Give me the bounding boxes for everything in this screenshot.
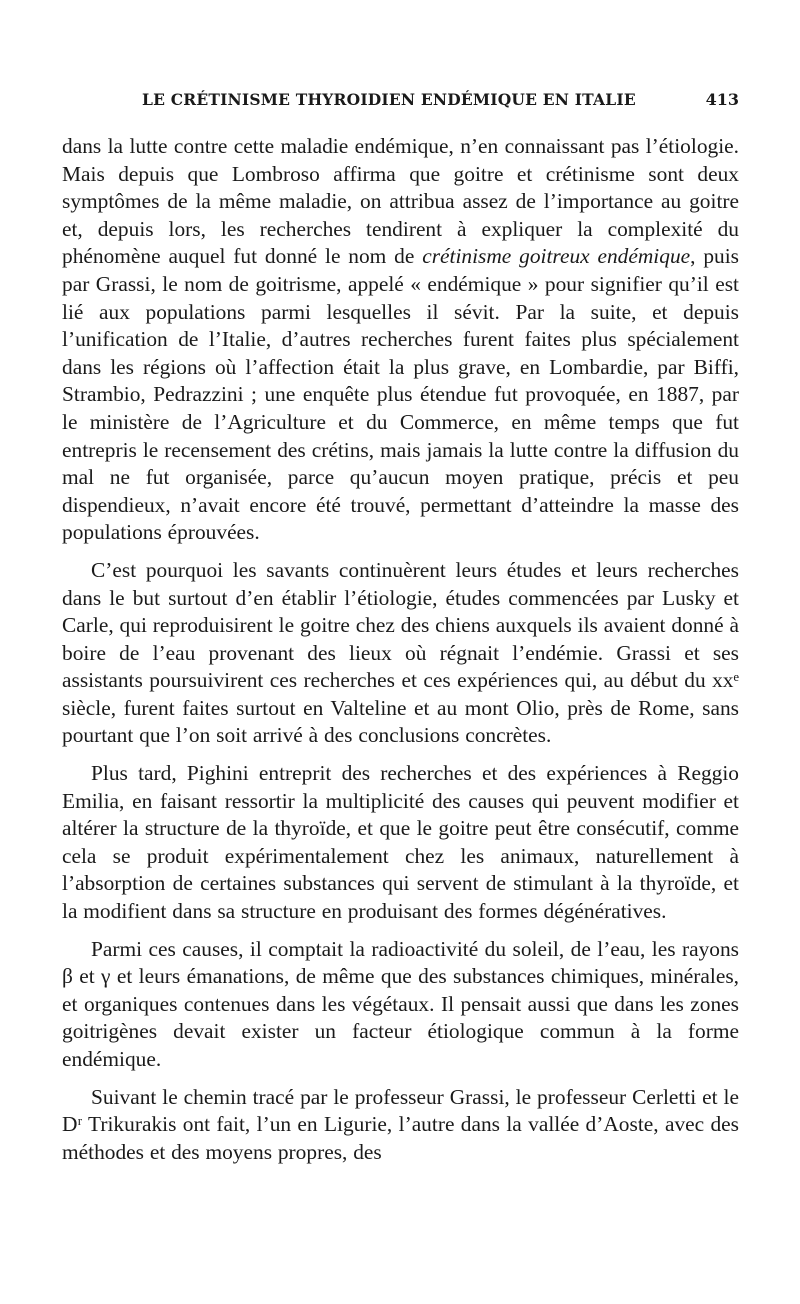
body-text <box>62 133 739 1167</box>
paragraph-1-text-start: dans la lutte contre cette maladie endémique, n’en connaissant pas l’étiologie. Mais depuis que Lombroso affirma que goitre et crétinisme sont deux symptômes de la même maladie, on attribua assez de l’importance au goitre et, depuis lors, les recherches tendirent à expliquer la complexité du phénomène auquel fut donné le nom de <box>62 134 739 269</box>
paragraph-5: Suivant le chemin tracé par le professeur Grassi, le professeur Cerletti et le Dʳ Trikurakis ont fait, l’un en Ligurie, l’autre dans la vallée d’Aoste, avec des méthodes et des moyens propres, des <box>62 1084 739 1164</box>
running-title: LE CRÉTINISME THYROIDIEN ENDÉMIQUE EN ITALIE <box>142 90 636 109</box>
paragraph-1 <box>62 133 739 547</box>
paragraph-4: Parmi ces causes, il comptait la radioactivité du soleil, de l’eau, les rayons β et γ et leurs émanations, de même que des substances chimiques, minérales, et organiques contenues dans les végétaux. Il pensait aussi que dans les zones goitrigènes devait exister un facteur étiologique commun à la forme endémique. <box>62 936 739 1071</box>
page-header <box>142 86 742 116</box>
emphasized-term: crétinisme goitreux endémique <box>422 244 691 269</box>
paragraph-2: C’est pourquoi les savants continuèrent leurs études et leurs recherches dans le but surtout d’en établir l’étiologie, études commencées par Lusky et Carle, qui reproduisirent le goitre chez des chiens auxquels ils avaient donné à boire de l’eau provenant des lieux où régnait l’endémie. Grassi et ses assistants poursuivirent ces recherches et ces expériences qui, au début du xxᵉ siècle, furent faites surtout en Valteline et au mont Olio, près de Rome, sans pourtant que l’on soit arrivé à des conclusions concrètes. <box>62 557 739 748</box>
paragraph-3: Plus tard, Pighini entreprit des recherches et des expériences à Reggio Emilia, en faisant ressortir la multiplicité des causes qui peuvent modifier et altérer la structure de la thyroïde, et que le goitre peut être consécutif, comme cela se produit expérimentalement chez les animaux, naturellement à l’absorption de certaines substances qui servent de stimulant à la thyroïde, et la modifient dans sa structure en produisant des formes dégénératives. <box>62 761 739 924</box>
page-number: 413 <box>705 90 739 109</box>
paragraph-1-text-end: , puis par Grassi, le nom de goitrisme, appelé « endémique » pour signifier qu’il est lié aux populations parmi lesquelles il sévit. Par la suite, et depuis l’unification de l’Italie, d’autres recherches furent faites plus spécialement dans les régions où l’affection était la plus grave, en Lombardie, par Biffi, Strambio, Pedrazzini ; une enquête plus étendue fut provoquée, en 1887, par le ministère de l’Agriculture et du Commerce, en même temps que fut entrepris le recensement des crétins, mais jamais la lutte contre la diffusion du mal ne fut organisée, parce qu’aucun moyen pratique, précis et peu dispendieux, n’avait encore été trouvé, permettant d’atteindre la masse des populations éprouvées. <box>62 244 739 545</box>
